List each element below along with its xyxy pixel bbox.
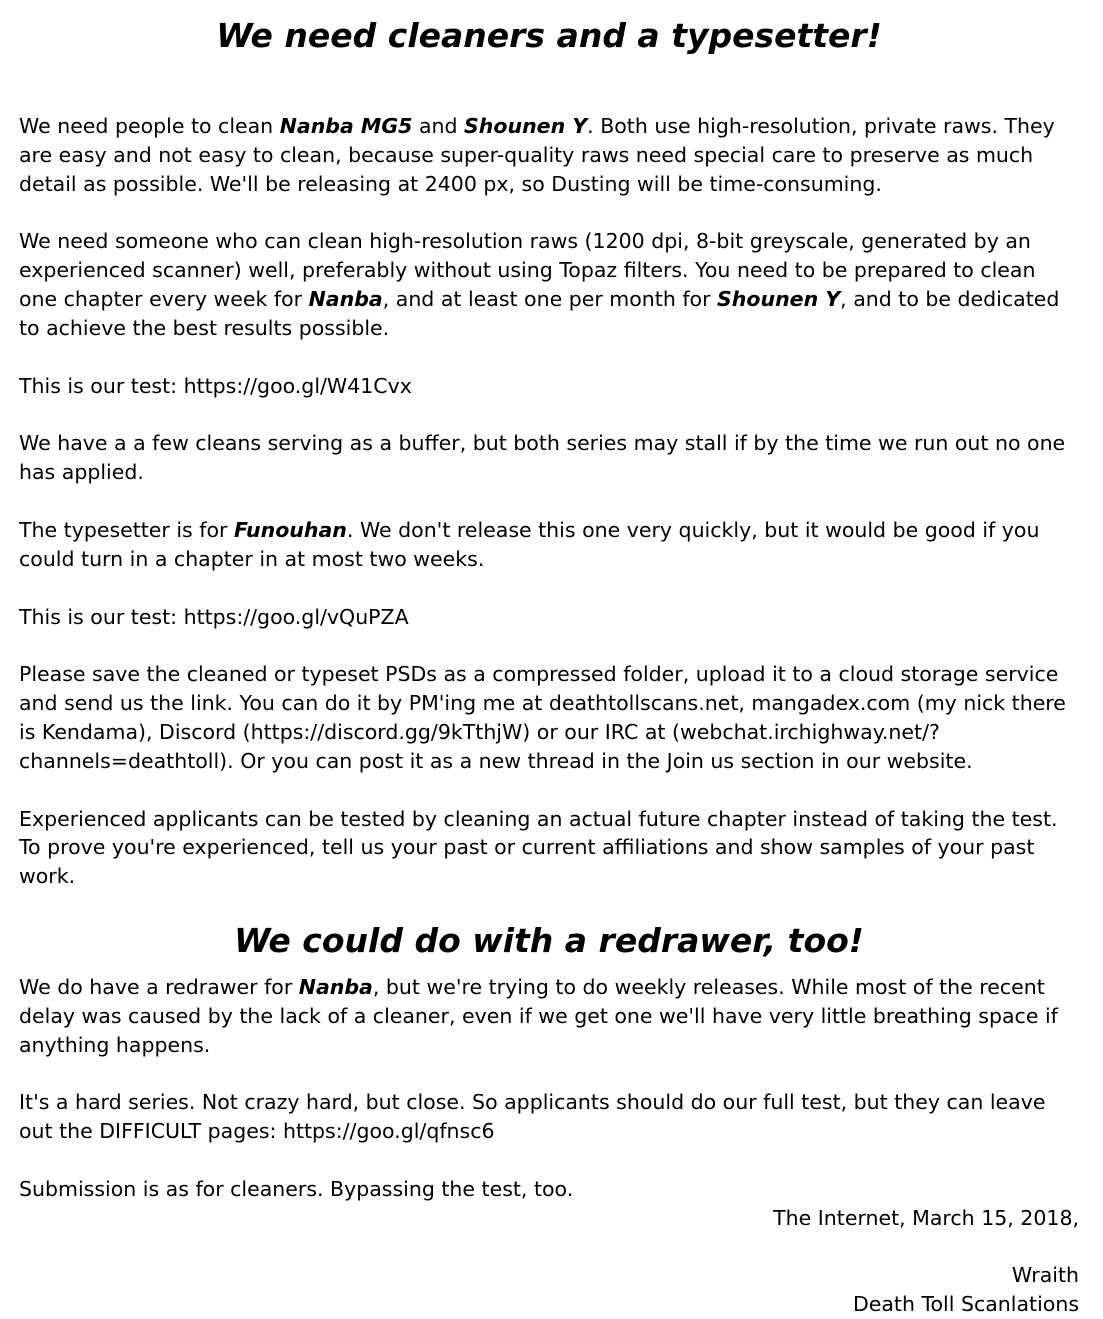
text-span: , and to be dedicated to achieve the best results possible. xyxy=(19,286,1060,340)
text-span: and xyxy=(412,114,465,138)
text-span: , and at least one per month for xyxy=(382,286,718,311)
paragraph-redrawer-intro xyxy=(19,973,1079,1059)
series-title-nanba: Nanba xyxy=(298,974,373,999)
text-span: , but we're trying to do weekly releases. While most of the recent delay was caused by the lack of a cleaner, even if we get one we'll have very little breathing space if anything happens. xyxy=(19,974,1058,1057)
paragraph-cleaner-requirements xyxy=(19,227,1079,342)
paragraph-typesetter-test-link: This is our test: https://goo.gl/vQuPZA xyxy=(19,604,409,629)
text-span: . Both use high-resolution, private raws. They are easy and not easy to clean, because super-quality raws need special care to preserve as much detail as possible. We'll be releasing at 2400 px, so Dusting will be time-consuming. xyxy=(19,114,1055,196)
text-span: We do have a redrawer for xyxy=(19,974,299,999)
paragraph-redrawer-submission: Submission is as for cleaners. Bypassing the test, too. xyxy=(19,1176,574,1201)
group-name: Death Toll Scanlations xyxy=(852,1292,1079,1317)
announcement-document xyxy=(19,14,1079,1319)
paragraph-buffer-note: We have a a few cleans serving as a buffer, but both series may stall if by the time we run out no one has applied. xyxy=(19,431,1066,485)
paragraph-typesetter-intro xyxy=(19,516,1079,574)
text-span: . We don't release this one very quickly, but it would be good if you could turn in a chapter in at most two weeks. xyxy=(19,517,1040,571)
text-span: We need someone who can clean high-resolution raws (1200 dpi, 8-bit greyscale, generated by an experienced scanner) well, preferably without using Topaz filters. You need to be prepared to clean one chapter every week for xyxy=(19,229,1036,311)
paragraph-experienced-applicants: Experienced applicants can be tested by cleaning an actual future chapter instead of taking the test. To prove you're experienced, tell us your past or current affiliations and show samples of your past work. xyxy=(19,806,1058,889)
text-span: The typesetter is for xyxy=(19,517,234,542)
series-title-shounen-y: Shounen Y xyxy=(464,114,588,138)
paragraph-submission-instructions: Please save the cleaned or typeset PSDs as a compressed folder, upload it to a cloud storage service and send us the link. You can do it by PM'ing me at deathtollscans.net, mangadex.com (my nick there is Kendama), Discord (https://discord.gg/9kTthjW) or our IRC at (webchat.irchighway.net/?channels=deathtoll). Or you can post it as a new thread in the Join us section in our website. xyxy=(19,662,1066,773)
text-span: We need people to clean xyxy=(19,114,280,138)
series-title-shounen-y: Shounen Y xyxy=(717,286,841,311)
heading-redrawer: We could do with a redrawer, too! xyxy=(234,920,864,960)
paragraph-cleaner-test-link: This is our test: https://goo.gl/W41Cvx xyxy=(19,373,412,398)
place-date: The Internet, March 15, 2018, xyxy=(773,1205,1079,1230)
paragraph-redrawer-test: It's a hard series. Not crazy hard, but close. So applicants should do our full test, but they can leave out the DIFFICULT pages: https://goo.gl/qfnsc6 xyxy=(19,1090,1046,1144)
series-title-nanba-mg5: Nanba MG5 xyxy=(279,114,413,138)
heading-cleaners-typesetter: We need cleaners and a typesetter! xyxy=(216,16,882,55)
series-title-nanba: Nanba xyxy=(308,286,383,311)
series-title-funouhan: Funouhan xyxy=(233,517,347,542)
signer-name: Wraith xyxy=(1011,1263,1079,1288)
signature-block xyxy=(19,1204,1079,1319)
paragraph-cleaners-intro xyxy=(19,112,1079,198)
